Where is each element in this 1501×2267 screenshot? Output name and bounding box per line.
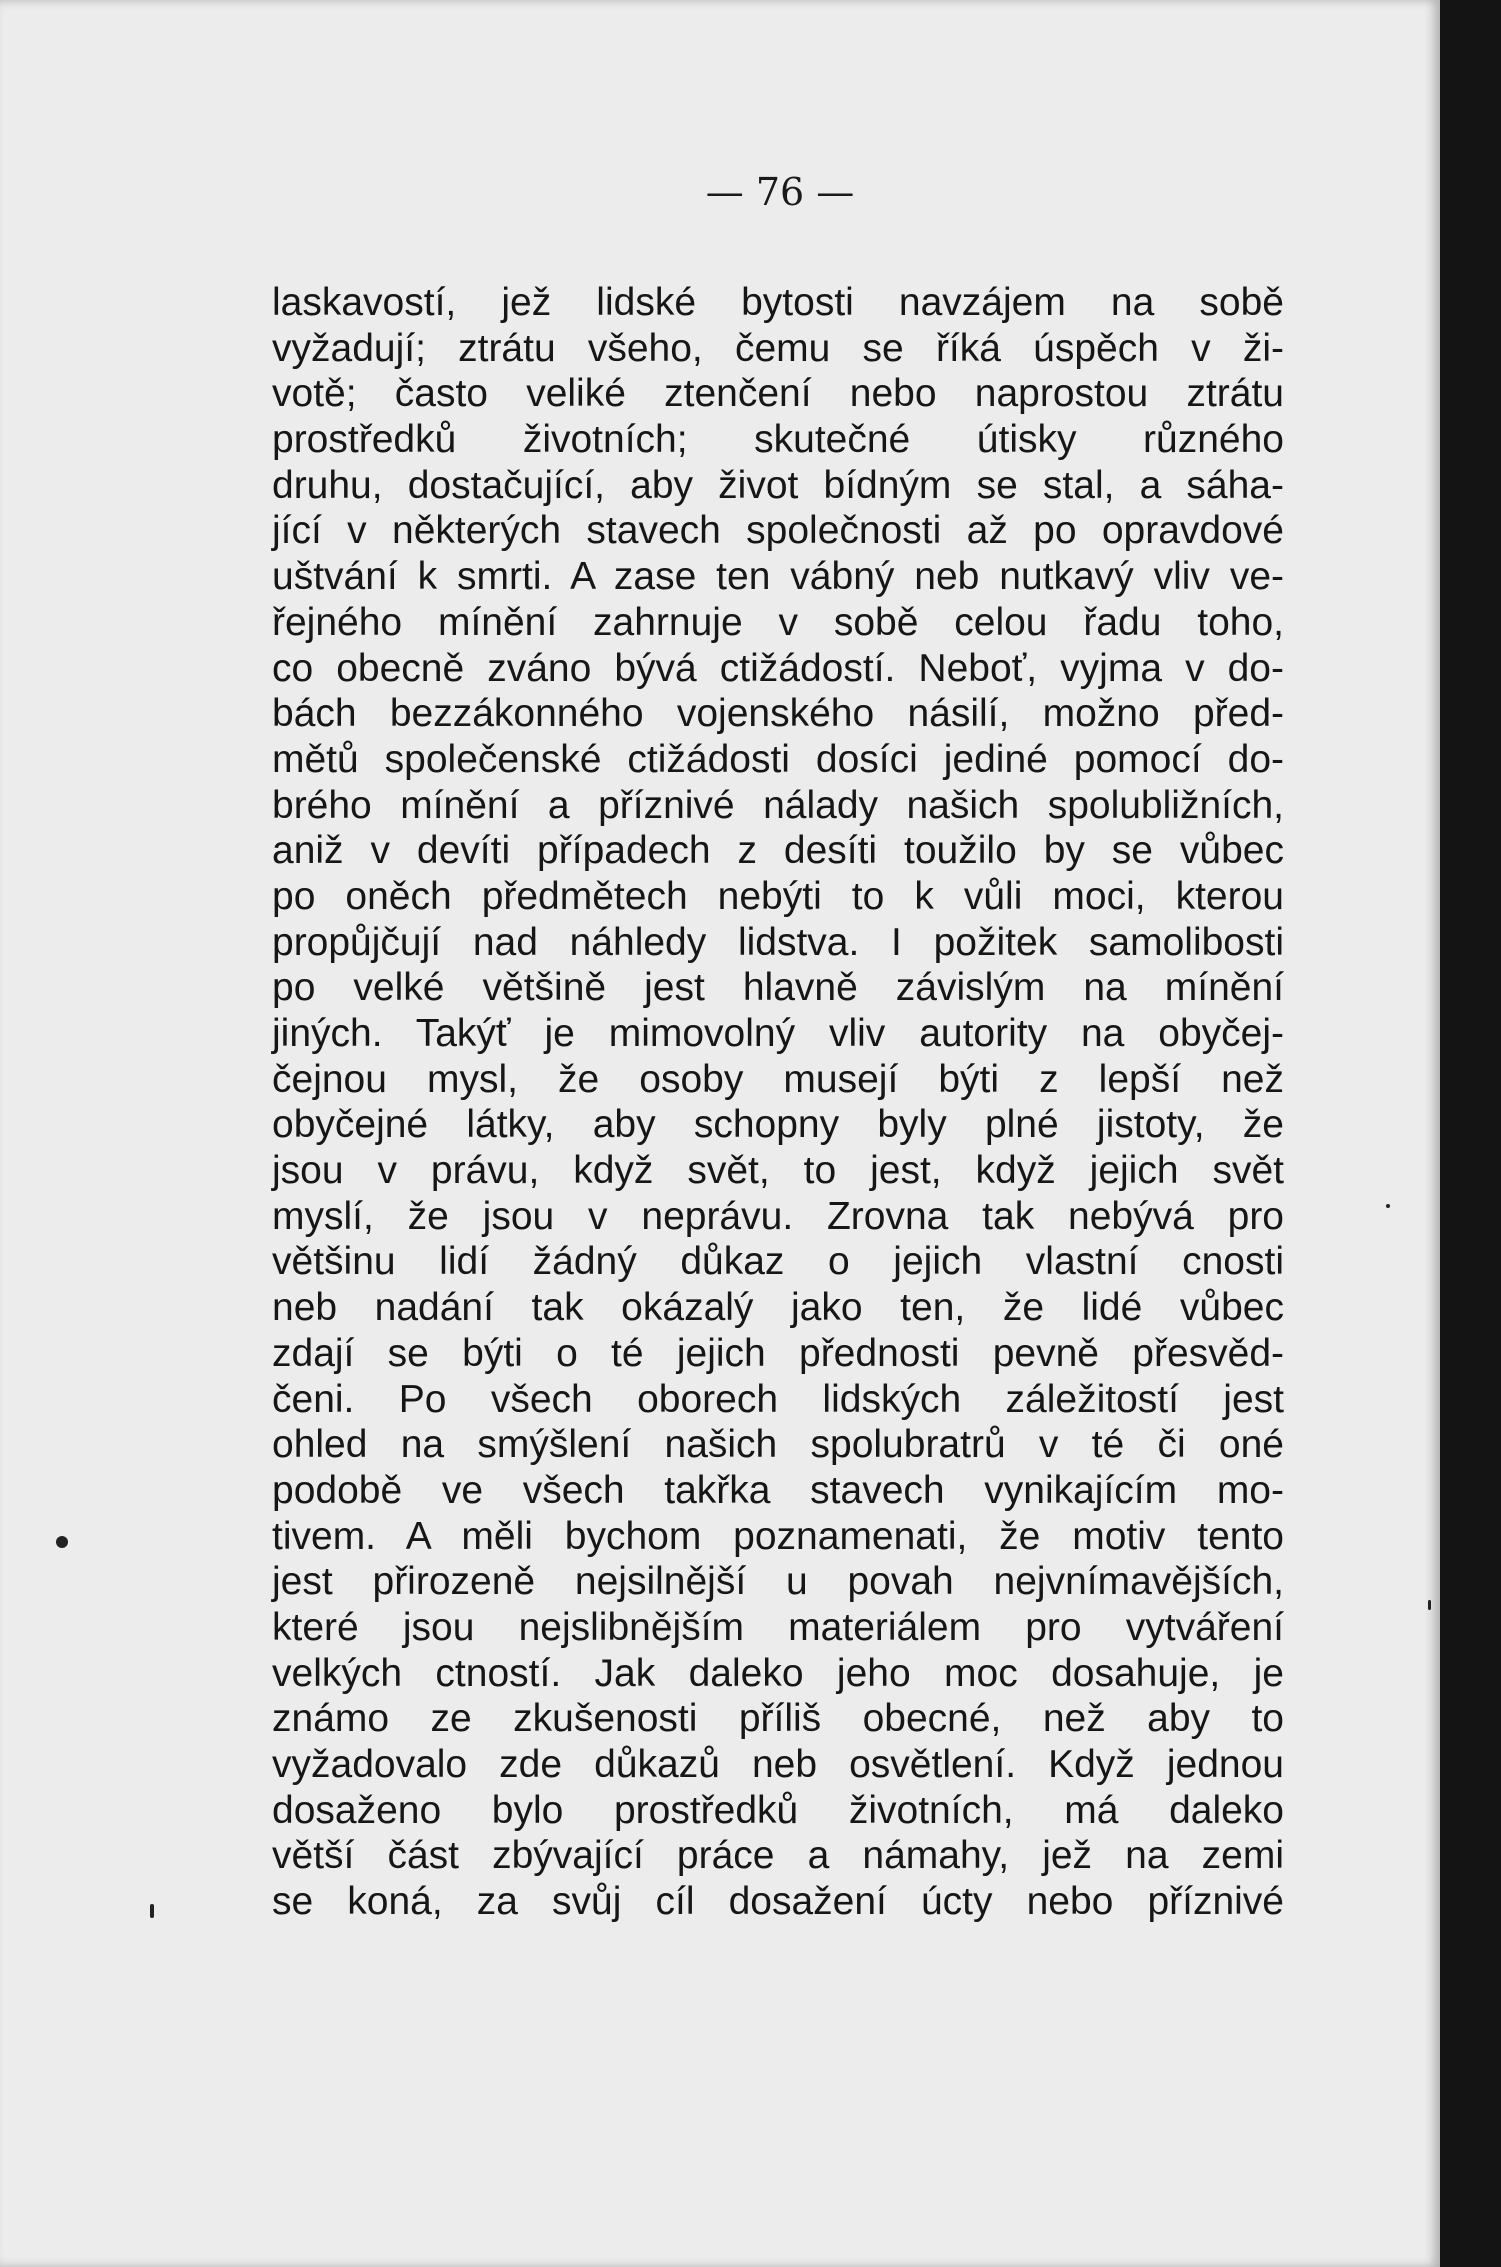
text-line: uštvání k smrti. A zase ten vábný neb nutkavý vliv ve- bbox=[272, 555, 1284, 599]
text-line: podobě ve všech takřka stavech vynikajícím mo- bbox=[272, 1468, 1284, 1512]
text-line: zdají se býti o té jejich přednosti pevně přesvěd- bbox=[272, 1331, 1284, 1375]
text-line: dosaženo bylo prostředků životních, má daleko bbox=[272, 1788, 1284, 1832]
text-line: mětů společenské ctižádosti dosíci jediné pomocí do- bbox=[272, 737, 1284, 781]
text-line: velkých ctností. Jak daleko jeho moc dosahuje, je bbox=[272, 1651, 1284, 1695]
text-line: laskavostí, jež lidské bytosti navzájem na sobě bbox=[272, 281, 1284, 324]
text-line: známo ze zkušenosti příliš obecné, než aby to bbox=[272, 1697, 1284, 1741]
text-line: aniž v devíti případech z desíti toužilo by se vůbec bbox=[272, 829, 1284, 873]
scan-speck bbox=[56, 1536, 68, 1548]
text-line: jest přirozeně nejsilnější u povah nejvnímavějších, bbox=[272, 1560, 1284, 1604]
text-line: vyžadují; ztrátu všeho, čemu se říká úspěch v ži- bbox=[272, 326, 1284, 370]
scan-speck bbox=[1428, 1600, 1431, 1610]
text-line: prostředků životních; skutečné útisky různého bbox=[272, 418, 1284, 462]
text-line: po velké většině jest hlavně závislým na mínění bbox=[272, 966, 1284, 1010]
text-line: řejného mínění zahrnuje v sobě celou řadu toho, bbox=[272, 600, 1284, 644]
text-line: druhu, dostačující, aby život bídným se stal, a sáha- bbox=[272, 463, 1284, 507]
text-line: po oněch předmětech nebýti to k vůli moci, kterou bbox=[272, 874, 1284, 918]
text-line: větší část zbývající práce a námahy, jež na zemi bbox=[272, 1834, 1284, 1878]
body-text bbox=[272, 280, 1284, 1925]
text-line: čejnou mysl, že osoby musejí býti z lepší než bbox=[272, 1057, 1284, 1101]
text-line: bách bezzákonného vojenského násilí, možno před- bbox=[272, 692, 1284, 736]
text-line: myslí, že jsou v neprávu. Zrovna tak nebývá pro bbox=[272, 1194, 1284, 1238]
text-line: neb nadání tak okázalý jako ten, že lidé vůbec bbox=[272, 1286, 1284, 1330]
text-line: propůjčují nad náhledy lidstva. I požitek samolibosti bbox=[272, 920, 1284, 964]
text-line: jící v některých stavech společnosti až po opravdové bbox=[272, 509, 1284, 553]
text-line: většinu lidí žádný důkaz o jejich vlastní cnosti bbox=[272, 1240, 1284, 1284]
text-line: co obecně zváno bývá ctižádostí. Neboť, vyjma v do- bbox=[272, 646, 1284, 690]
text-line: které jsou nejslibnějším materiálem pro vytváření bbox=[272, 1605, 1284, 1649]
text-line: jsou v právu, když svět, to jest, když jejich svět bbox=[272, 1149, 1284, 1193]
text-line: ohled na smýšlení našich spolubratrů v té či oné bbox=[272, 1423, 1284, 1467]
page-edge-shadow bbox=[1440, 0, 1501, 2267]
text-line: brého mínění a příznivé nálady našich spolubližních, bbox=[272, 783, 1284, 827]
scan-speck bbox=[1386, 1204, 1390, 1208]
text-line: jiných. Takýť je mimovolný vliv autority na obyčej- bbox=[272, 1012, 1284, 1055]
page-number: — 76 — bbox=[705, 170, 855, 214]
text-line: čeni. Po všech oborech lidských záležitostí jest bbox=[272, 1377, 1284, 1421]
scan-speck bbox=[150, 1904, 154, 1918]
text-line: votě; často veliké ztenčení nebo naprostou ztrátu bbox=[272, 372, 1284, 416]
text-line: vyžadovalo zde důkazů neb osvětlení. Když jednou bbox=[272, 1743, 1284, 1786]
text-line: se koná, za svůj cíl dosažení úcty nebo příznivé bbox=[272, 1880, 1284, 1924]
text-line: tivem. A měli bychom poznamenati, že motiv tento bbox=[272, 1514, 1284, 1558]
text-line: obyčejné látky, aby schopny byly plné jistoty, že bbox=[272, 1103, 1284, 1147]
